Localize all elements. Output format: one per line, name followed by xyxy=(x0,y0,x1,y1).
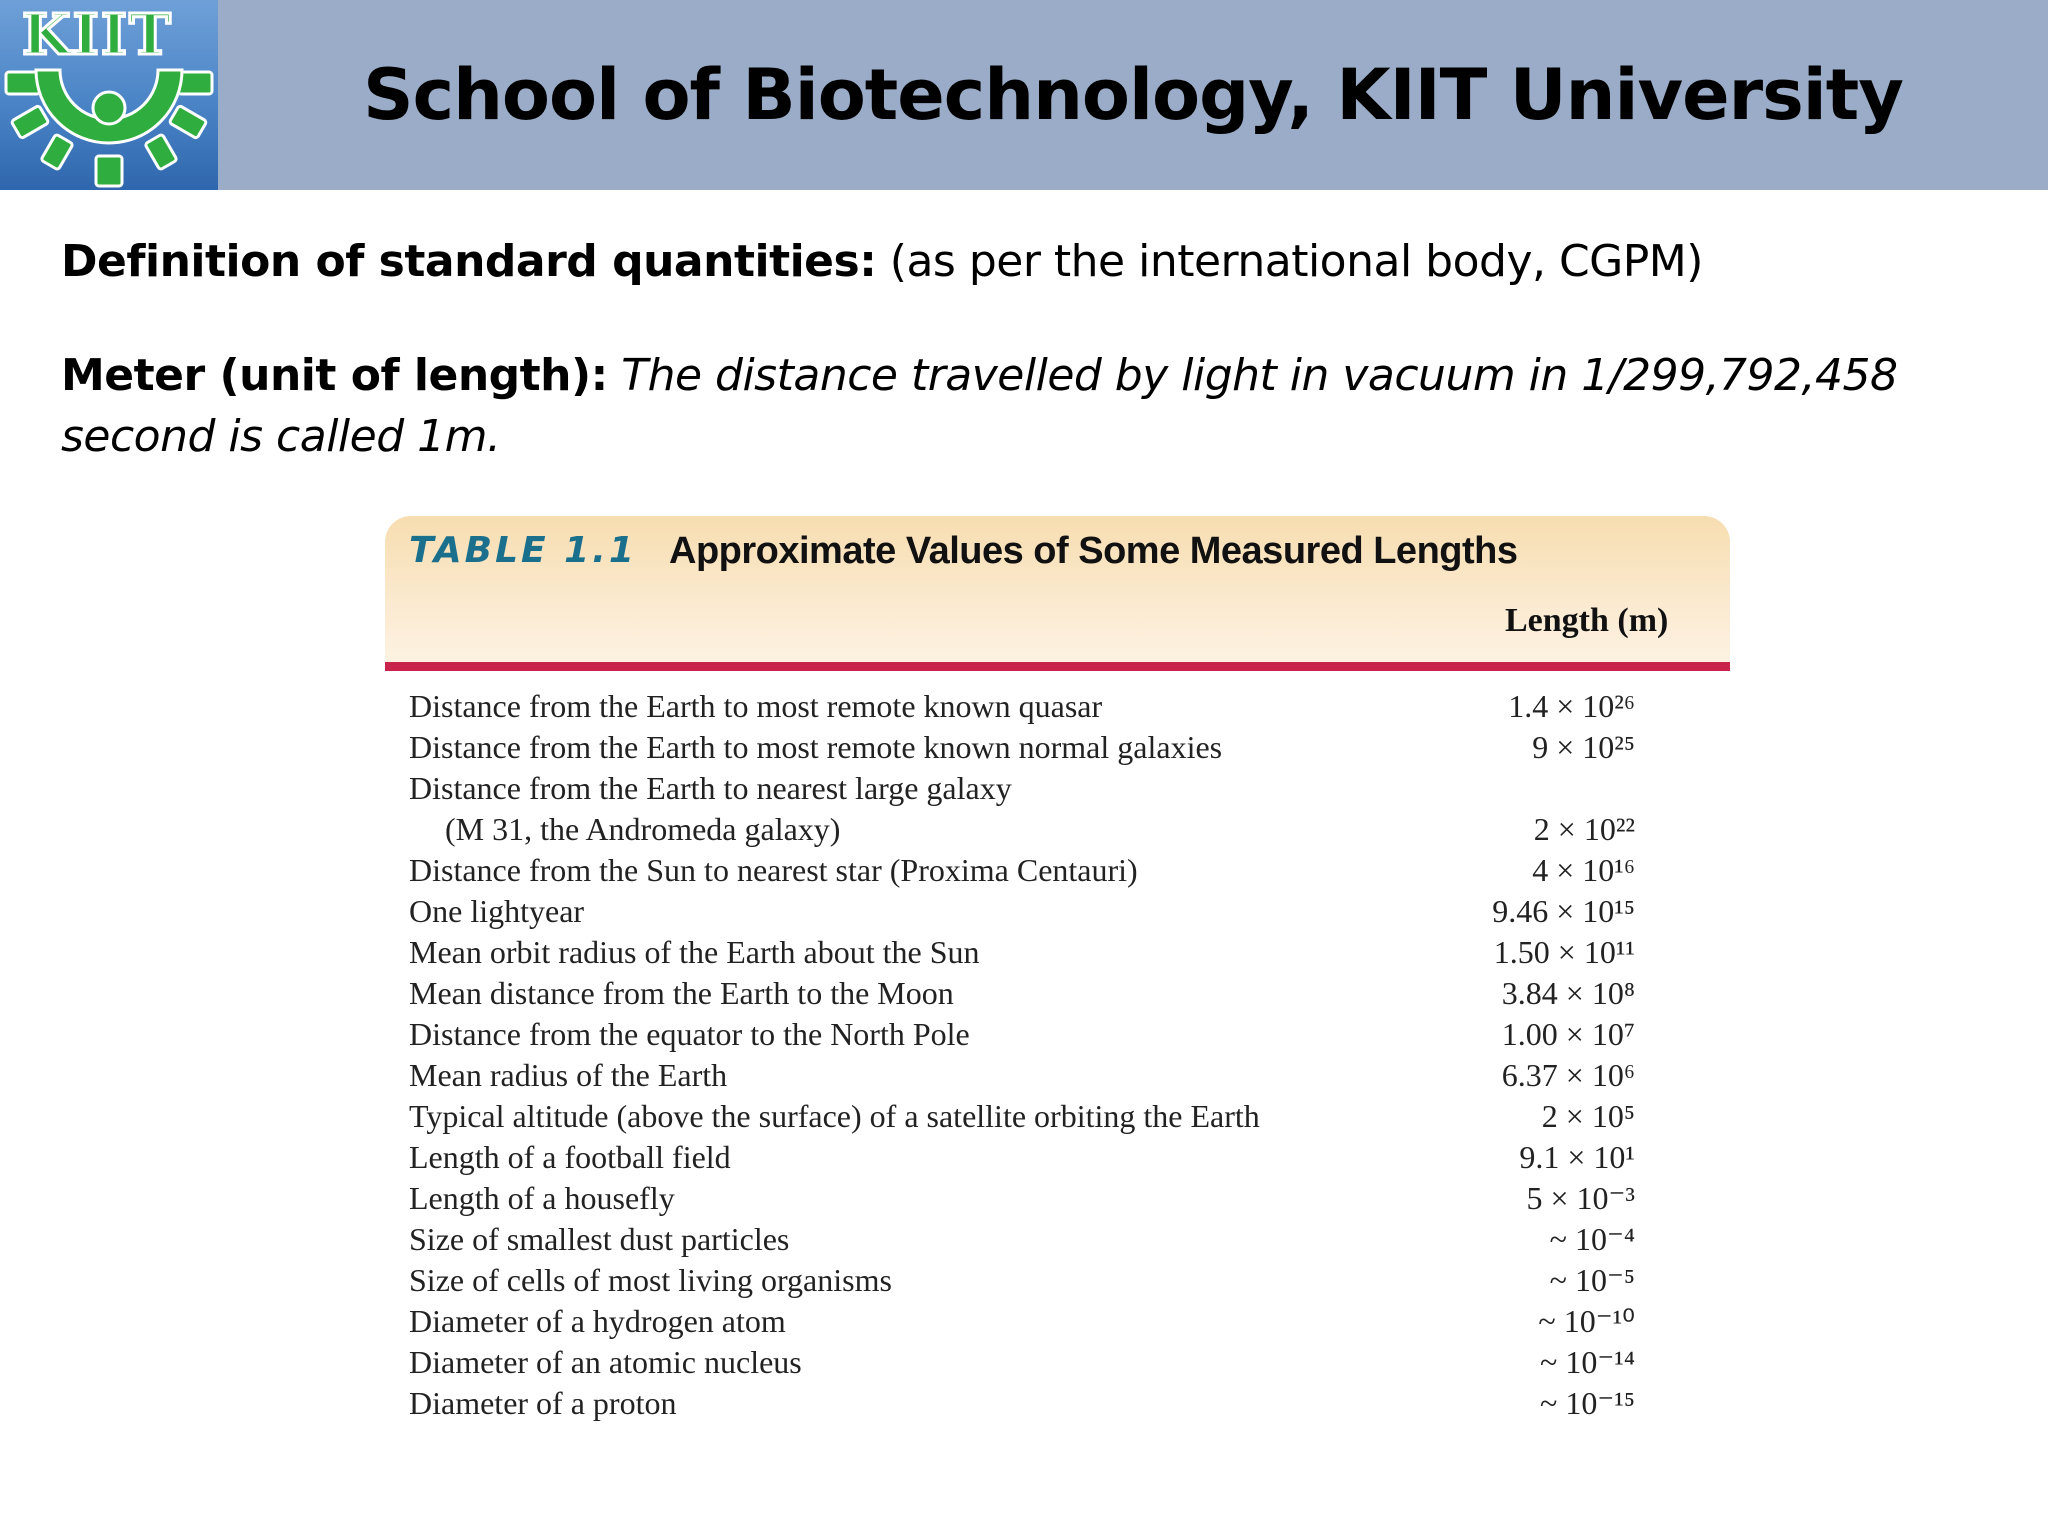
table-row xyxy=(385,1055,1730,1096)
row-description: Distance from the equator to the North Pole xyxy=(409,1016,970,1052)
table-number: TABLE 1.1 xyxy=(409,530,637,571)
row-length-value: 9.1 × 10¹ xyxy=(1519,1139,1635,1175)
table-row xyxy=(385,686,1730,727)
header-band xyxy=(0,0,2048,190)
table-row xyxy=(385,932,1730,973)
row-description: Typical altitude (above the surface) of a satellite orbiting the Earth xyxy=(409,1098,1260,1134)
table-row xyxy=(385,768,1730,809)
table-row xyxy=(385,1383,1730,1424)
table-row xyxy=(385,727,1730,768)
row-length-value: 9 × 10²⁵ xyxy=(1532,729,1635,765)
row-length-value: 2 × 10²² xyxy=(1533,811,1635,847)
row-description: Mean radius of the Earth xyxy=(409,1057,728,1093)
row-description: Diameter of an atomic nucleus xyxy=(409,1344,802,1380)
table-body xyxy=(385,686,1730,1424)
row-description: (M 31, the Andromeda galaxy) xyxy=(445,811,841,847)
row-length-value: ~ 10⁻⁴ xyxy=(1549,1221,1635,1257)
table-row xyxy=(385,891,1730,932)
table-row xyxy=(385,809,1730,850)
page-title: School of Biotechnology, KIIT University xyxy=(363,54,1903,136)
row-description: Mean distance from the Earth to the Moon xyxy=(409,975,954,1011)
table-row xyxy=(385,1014,1730,1055)
row-length-value: 6.37 × 10⁶ xyxy=(1501,1057,1635,1093)
row-description: Diameter of a proton xyxy=(409,1385,677,1421)
row-description: Size of cells of most living organisms xyxy=(409,1262,892,1298)
definition-line xyxy=(61,232,2011,292)
length-table xyxy=(385,516,1730,1421)
row-description: Distance from the Earth to nearest large galaxy xyxy=(409,770,1012,806)
row-length-value: 1.4 × 10²⁶ xyxy=(1508,688,1635,724)
row-description: Diameter of a hydrogen atom xyxy=(409,1303,786,1339)
row-description: Size of smallest dust particles xyxy=(409,1221,790,1257)
row-description: Length of a football field xyxy=(409,1139,731,1175)
table-title: Approximate Values of Some Measured Lengths xyxy=(669,530,1518,572)
table-row xyxy=(385,1301,1730,1342)
row-length-value: ~ 10⁻¹⁴ xyxy=(1540,1344,1635,1380)
row-length-value: ~ 10⁻⁵ xyxy=(1549,1262,1635,1298)
definition-text: (as per the international body, CGPM) xyxy=(876,236,1703,287)
table-row xyxy=(385,1137,1730,1178)
table-row xyxy=(385,1178,1730,1219)
row-description: Mean orbit radius of the Earth about the Sun xyxy=(409,934,980,970)
row-length-value: 5 × 10⁻³ xyxy=(1526,1180,1635,1216)
row-description: Length of a housefly xyxy=(409,1180,675,1216)
table-row xyxy=(385,1260,1730,1301)
row-length-value: ~ 10⁻¹⁰ xyxy=(1538,1303,1635,1339)
logo-text: KIIT xyxy=(22,2,173,68)
table-row xyxy=(385,850,1730,891)
table-row xyxy=(385,1096,1730,1137)
definition-label: Definition of standard quantities: xyxy=(61,236,877,287)
row-length-value: 1.50 × 10¹¹ xyxy=(1493,934,1635,970)
row-length-value: 1.00 × 10⁷ xyxy=(1501,1016,1635,1052)
meter-label: Meter (unit of length): xyxy=(61,350,608,401)
table-row xyxy=(385,973,1730,1014)
row-length-value: 9.46 × 10¹⁵ xyxy=(1492,893,1635,929)
row-length-value: ~ 10⁻¹⁵ xyxy=(1540,1385,1635,1421)
row-description: One lightyear xyxy=(409,893,585,929)
row-length-value: 3.84 × 10⁸ xyxy=(1501,975,1635,1011)
row-description: Distance from the Earth to most remote known normal galaxies xyxy=(409,729,1223,765)
row-length-value: 4 × 10¹⁶ xyxy=(1532,852,1635,888)
table-row xyxy=(385,1342,1730,1383)
table-header xyxy=(385,516,1730,671)
row-description: Distance from the Earth to most remote known quasar xyxy=(409,688,1103,724)
table-row xyxy=(385,1219,1730,1260)
row-description: Distance from the Sun to nearest star (Proxima Centauri) xyxy=(409,852,1138,888)
meter-text: The distance travelled by light in vacuum in 1/299,792,458 second is called 1m. xyxy=(61,350,1898,462)
row-length-value: 2 × 10⁵ xyxy=(1541,1098,1635,1134)
column-header-length: Length (m) xyxy=(1505,602,1669,639)
meter-definition xyxy=(61,345,2011,467)
